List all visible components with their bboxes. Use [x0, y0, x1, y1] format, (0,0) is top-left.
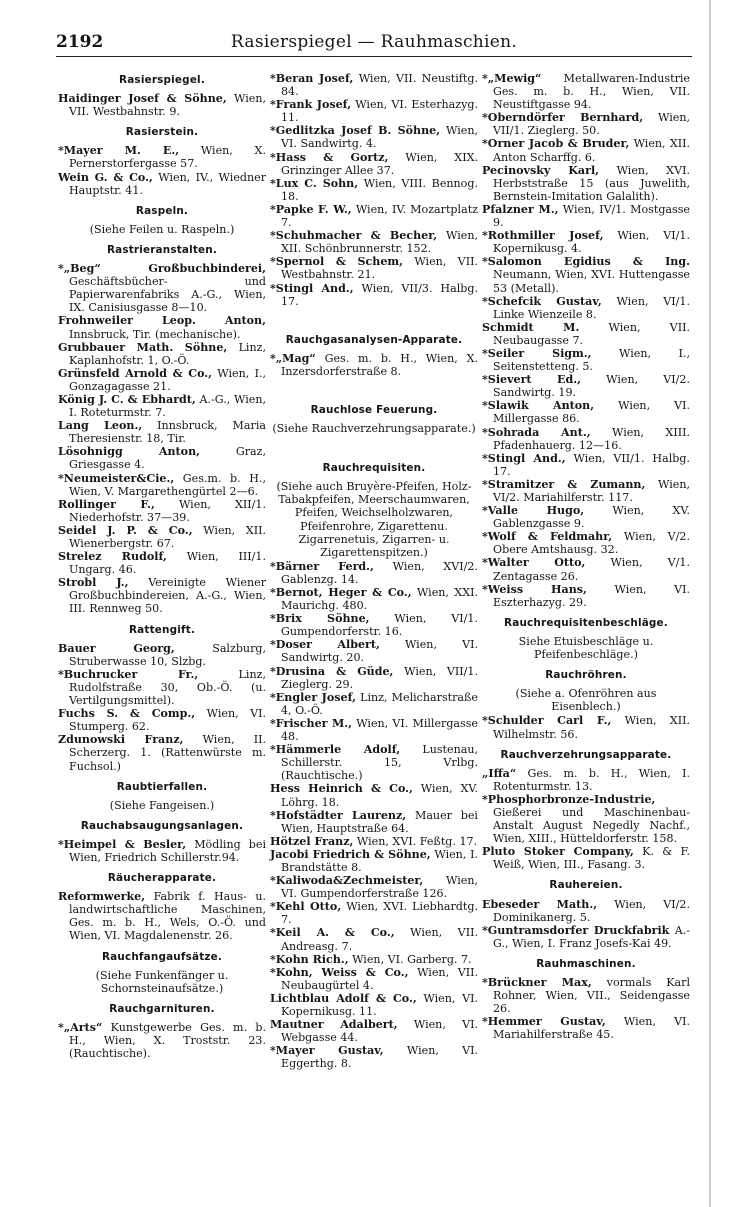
- entry-address: Wien, XII. Wienerbergstr. 67.: [69, 523, 266, 550]
- entry-address: Wien, XVI. Liebhardtg. 7.: [281, 900, 478, 927]
- entry-address: Wien, VI/1. Gumpendorferstr. 16.: [281, 612, 478, 639]
- column-right: [482, 72, 690, 1041]
- entry-company-name: *Stingl And.,: [482, 451, 566, 465]
- directory-entry: [270, 926, 478, 952]
- entry-address: Wien, VI. Stumperg. 62.: [69, 707, 266, 734]
- directory-entry: [270, 1018, 478, 1044]
- entry-company-name: *Hofstädter Laurenz,: [270, 808, 407, 822]
- directory-entry: [482, 556, 690, 582]
- entry-company-name: *Doser Albert,: [270, 638, 380, 652]
- entry-company-name: *Schulder Carl F.,: [482, 714, 612, 728]
- entry-address: Wien, XIII. Pfadenhauerg. 12—16.: [493, 425, 691, 452]
- directory-entry: [270, 255, 478, 281]
- entry-company-name: *Rothmiller Josef,: [482, 229, 604, 243]
- entry-company-name: *Neumeister&Cie.,: [58, 471, 175, 485]
- section-heading: Räucherapparate.: [107, 872, 217, 885]
- entry-address: A.-G., Wien, I. Roteturmstr. 7.: [69, 392, 266, 420]
- directory-entry: [58, 262, 266, 314]
- cross-reference-note: (Siehe Funkenfänger u. Schornsteinaufsätze.): [95, 968, 229, 995]
- entry-address: K. & F. Weiß, Wien, III., Fasang. 3.: [493, 845, 690, 872]
- directory-entry: [270, 809, 478, 835]
- directory-entry: [58, 1021, 266, 1060]
- entry-company-name: *Wolf & Feldmahr,: [482, 530, 613, 544]
- entry-address: Wien, VII/1. Zieglerg. 50.: [493, 111, 690, 138]
- directory-entry: [58, 472, 266, 498]
- directory-entry: [482, 229, 690, 255]
- directory-entry: [270, 177, 478, 203]
- directory-entry: [482, 1015, 690, 1041]
- page-edge-line: [709, 0, 711, 1207]
- entry-address: Linz, Rudolfstraße 30, Ob.-Ö. (u. Vertilgungsmittel).: [69, 667, 266, 708]
- entry-company-name: *Sievert Ed.,: [482, 373, 581, 387]
- entry-company-name: *Frischer M.,: [270, 716, 353, 730]
- column-spacer: [270, 436, 478, 454]
- entry-address: Graz, Griesgasse 4.: [69, 445, 266, 472]
- entry-address: Wien, VII. Neubaugürtel 4.: [281, 965, 478, 992]
- entry-address: Wien, VI. Mariahilferstraße 45.: [493, 1015, 690, 1042]
- entry-address: Innsbruck, Tir. (mechanische).: [69, 327, 241, 341]
- entry-company-name: Ebeseder Math.,: [482, 897, 598, 911]
- entry-address: Wien, VI/1. Linke Wienzeile 8.: [493, 294, 690, 321]
- section-heading: Rastrieranstalten.: [106, 243, 218, 256]
- entry-company-name: *Gedlitzka Josef B. Söhne,: [270, 124, 441, 138]
- entry-company-name: Schmidt M.: [482, 320, 580, 334]
- entry-address: Wien, VII/3. Halbg. 17.: [281, 281, 478, 308]
- directory-entry: [482, 530, 690, 556]
- entry-address: Salzburg, Struberwasse 10, Slzbg.: [69, 641, 267, 668]
- entry-company-name: Pecinovsky Karl,: [482, 163, 600, 177]
- directory-entry: [270, 612, 478, 638]
- entry-company-name: *„Arts“: [58, 1020, 103, 1034]
- entry-address: Mödling bei Wien, Friedrich Schillerstr.94.: [69, 837, 267, 864]
- entry-company-name: *Oberndörfer Bernhard,: [482, 111, 644, 125]
- directory-entry: [58, 393, 266, 419]
- entry-address: Wien, VII. Neubaugasse 7.: [493, 320, 690, 347]
- entry-company-name: *Seiler Sigm.,: [482, 346, 592, 360]
- directory-entry: [270, 282, 478, 308]
- entry-company-name: Fuchs S. & Comp.,: [58, 707, 196, 721]
- entry-address: Wien, VII. Westbahnstr. 21.: [281, 255, 478, 282]
- entry-company-name: König J. C. & Ebhardt,: [58, 392, 196, 406]
- section-heading: Rauchabsaugungsanlagen.: [80, 819, 244, 832]
- directory-entry: [58, 890, 266, 942]
- section-heading: Rauchrequisiten.: [322, 462, 426, 475]
- page-number: 2192: [56, 32, 104, 52]
- entry-address: Wien, VI. Webgasse 44.: [281, 1018, 479, 1045]
- cross-reference-note: (Siehe Fangeisen.): [109, 798, 215, 812]
- entry-company-name: *Weiss Hans,: [482, 582, 587, 596]
- directory-entry: [58, 838, 266, 864]
- directory-entry: [482, 203, 690, 229]
- entry-address: Wien, VI/1. Kopernikusg. 4.: [493, 229, 690, 256]
- entry-company-name: Strobl J.,: [58, 576, 129, 590]
- entry-company-name: *Buchrucker Fr.,: [58, 667, 199, 681]
- cross-reference-note: Siehe Etuisbeschläge u. Pfeifenbeschläge.): [518, 634, 654, 662]
- entry-address: Wien, VI. Esterhazyg. 11.: [281, 98, 478, 125]
- entry-address: Wien, V/1. Zentagasse 26.: [493, 556, 690, 583]
- directory-entry: [482, 504, 690, 530]
- entry-address: Wien, VI. Eszterhazyg. 29.: [493, 582, 691, 609]
- entry-company-name: *Spernol & Schem,: [270, 255, 404, 269]
- cross-reference-note: (Siehe a. Ofenröhren aus Eisenblech.): [515, 687, 657, 714]
- cross-reference-note: (Siehe Feilen u. Raspeln.): [89, 222, 235, 236]
- section-heading: Rauchverzehrungsapparate.: [500, 748, 672, 761]
- entry-company-name: Hötzel Franz,: [270, 834, 354, 848]
- entry-company-name: Pluto Stoker Company,: [482, 845, 634, 859]
- entry-address: Wien, XII. Schönbrunnerstr. 152.: [281, 229, 478, 256]
- entry-address: Wien, I., Seitenstetteng. 5.: [493, 346, 690, 374]
- entry-address: A.-G., Wien, I. Franz Josefs-Kai 49.: [493, 923, 690, 950]
- directory-entry: [482, 137, 690, 163]
- directory-entry: [482, 452, 690, 478]
- section-heading: Rauhmaschinen.: [536, 957, 636, 970]
- entry-company-name: *Hass & Gortz,: [270, 150, 389, 164]
- entry-address: Wien, II. Scherzerg. 1. (Rattenwürste m. Fuchsol.): [69, 733, 266, 773]
- directory-entry: [270, 874, 478, 900]
- directory-entry: [270, 743, 478, 782]
- entry-company-name: *Stingl And.,: [270, 281, 354, 295]
- entry-company-name: Seidel J. P. & Co.,: [58, 523, 193, 537]
- entry-address: Lustenau, Schillerstr. 15, Vrlbg. (Rauchtische.): [281, 743, 479, 783]
- section-heading: Rasierstein.: [125, 126, 199, 139]
- directory-entry: [270, 560, 478, 586]
- entry-address: Wien, XII. Anton Scharffg. 6.: [493, 137, 691, 164]
- directory-entry: [270, 98, 478, 124]
- section-heading: Rauhereien.: [549, 879, 623, 892]
- entry-company-name: *Stramitzer & Zumann,: [482, 477, 646, 491]
- directory-entry: [58, 419, 266, 445]
- entry-company-name: *Schuhmacher & Becher,: [270, 229, 438, 243]
- entry-company-name: Pfalzner M.,: [482, 202, 559, 216]
- entry-company-name: Lichtblau Adolf & Co.,: [270, 991, 417, 1005]
- directory-entry: [270, 782, 478, 808]
- cross-reference-note: (Siehe auch Bruyère-Pfeifen, Holz-Tabakpfeifen, Meerschaumwaren, Pfeifen, Weichselholzwaren, Pfeifenrohre, Zigarettenu. Zigarrenetuis, Zigarren- u. Zigarettenspitzen.): [276, 480, 472, 559]
- header-rule: [56, 56, 692, 57]
- directory-entry: [58, 498, 266, 524]
- entry-address: Kunstgewerbe Ges. m. b. H., Wien, X. Troststr. 23. (Rauchtische).: [69, 1020, 266, 1061]
- directory-entry: [482, 321, 690, 347]
- entry-company-name: *Phosphorbronze-Industrie,: [482, 792, 656, 806]
- column-spacer: [270, 308, 478, 326]
- section-heading: Rauchgasanalysen-Apparate.: [285, 333, 463, 346]
- directory-entry: [270, 229, 478, 255]
- directory-entry: [58, 144, 266, 170]
- directory-entry: [482, 295, 690, 321]
- entry-company-name: Haidinger Josef & Söhne,: [58, 92, 227, 106]
- entry-address: Neumann, Wien, XVI. Huttengasse 53 (Metall).: [493, 268, 690, 295]
- directory-entry: [270, 717, 478, 743]
- entry-address: Fabrik f. Haus- u. landwirtschaftliche Maschinen, Ges. m. b. H., Wels, O.-Ö. und Wien, VI. Magdalenenstr. 26.: [69, 890, 266, 943]
- entry-address: Wien, VII/1. Zieglerg. 29.: [281, 664, 478, 691]
- entry-company-name: *„Mag“: [270, 351, 316, 365]
- directory-entry: [58, 733, 266, 772]
- entry-address: Wien, XII. Wilhelmstr. 56.: [493, 714, 690, 741]
- directory-entry: [482, 72, 690, 111]
- section-heading: Raspeln.: [135, 204, 189, 217]
- entry-company-name: *Heimpel & Besler,: [58, 837, 187, 851]
- entry-company-name: *Engler Josef,: [270, 690, 356, 704]
- entry-company-name: *Hämmerle Adolf,: [270, 743, 401, 757]
- entry-address: Wien, IV/1. Mostgasse 9.: [493, 202, 690, 230]
- directory-entry: [482, 373, 690, 399]
- entry-address: Wien, XVI. Feßtg. 17.: [353, 834, 478, 848]
- directory-entry: [270, 835, 478, 848]
- entry-company-name: *Kaliwoda&Zechmeister,: [270, 874, 424, 888]
- directory-entry: [270, 124, 478, 150]
- entry-address: vormals Karl Rohner, Wien, VII., Seidengasse 26.: [493, 976, 690, 1016]
- entry-address: Wien, VI. Eggerthg. 8.: [281, 1044, 479, 1071]
- directory-entry: [482, 347, 690, 373]
- entry-address: Ges.m. b. H., Wien, V. Margarethengürtel 2—6.: [69, 471, 266, 498]
- entry-company-name: Mautner Adalbert,: [270, 1018, 398, 1032]
- entry-company-name: *Guntramsdorfer Druckfabrik: [482, 923, 670, 937]
- section-heading: Rauchrequisitenbeschläge.: [504, 616, 668, 629]
- directory-entry: [270, 665, 478, 691]
- entry-address: Wien, VII. Westbahnstr. 9.: [69, 92, 266, 119]
- directory-entry: [270, 953, 478, 966]
- entry-address: Wien, VI. Gumpendorferstraße 126.: [281, 874, 478, 901]
- entry-address: Wien, VI. Kopernikusg. 11.: [281, 991, 479, 1018]
- entry-address: Wien, XV. Gablenzgasse 9.: [493, 504, 690, 531]
- section-heading: Rauchgarnituren.: [109, 1002, 215, 1015]
- entry-company-name: *Mayer Gustav,: [270, 1044, 384, 1058]
- directory-entry: [270, 992, 478, 1018]
- directory-entry: [58, 171, 266, 197]
- entry-address: Mauer bei Wien, Hauptstraße 64.: [281, 808, 478, 835]
- entry-company-name: Bauer Georg,: [58, 641, 175, 655]
- entry-company-name: *Walter Otto,: [482, 556, 586, 570]
- entry-company-name: *Orner Jacob & Bruder,: [482, 137, 630, 151]
- directory-entry: [270, 966, 478, 992]
- entry-company-name: Frohnweiler Leop. Anton,: [58, 314, 266, 328]
- directory-entry: [270, 151, 478, 177]
- entry-company-name: Lösohnigg Anton,: [58, 445, 200, 459]
- entry-company-name: *Brix Söhne,: [270, 612, 370, 626]
- entry-company-name: *Kohn Rich.,: [270, 952, 349, 966]
- column-spacer: [270, 378, 478, 396]
- entry-address: Wien, I. Brandstätte 8.: [281, 847, 478, 874]
- directory-entry: [482, 845, 690, 871]
- directory-entry: [58, 341, 266, 367]
- directory-entry: [58, 642, 266, 668]
- entry-address: Wien, VII. Neustiftg. 84.: [281, 72, 478, 99]
- entry-company-name: Strelez Rudolf,: [58, 550, 167, 564]
- entry-company-name: *Drusina & Güde,: [270, 664, 394, 678]
- entry-company-name: Jacobi Friedrich & Söhne,: [270, 847, 431, 861]
- entry-company-name: *Frank Josef,: [270, 98, 352, 112]
- directory-entry: [482, 426, 690, 452]
- entry-company-name: *Schefcik Gustav,: [482, 294, 602, 308]
- directory-entry: [482, 583, 690, 609]
- entry-company-name: *Bärner Ferd.,: [270, 559, 374, 573]
- entry-address: Wien, V/2. Obere Amtshausg. 32.: [493, 530, 690, 557]
- entry-address: Gießerei und Maschinenbau-Anstalt August Negedly Nachf., Wien, XIII., Hütteldorferstr. 158.: [493, 805, 690, 846]
- entry-company-name: Rollinger F.,: [58, 497, 155, 511]
- entry-address: Wien, VIII. Bennog. 18.: [281, 176, 478, 203]
- directory-entry: [58, 367, 266, 393]
- column-middle: [270, 72, 478, 1070]
- entry-address: Wien, X. Pernerstorfergasse 57.: [69, 144, 266, 171]
- directory-entry: [270, 900, 478, 926]
- entry-address: Innsbruck, Maria Theresienstr. 18, Tir.: [69, 419, 266, 446]
- entry-company-name: Hess Heinrich & Co.,: [270, 782, 413, 796]
- entry-company-name: *Brückner Max,: [482, 976, 592, 989]
- directory-entry: [482, 924, 690, 950]
- section-heading: Rasierspiegel.: [119, 74, 205, 86]
- column-left: [58, 72, 266, 1060]
- entry-address: Wien, VI. Millergasse 48.: [281, 716, 478, 744]
- entry-address: Wien, VI. Garberg. 7.: [348, 952, 472, 966]
- section-heading: Rauchfangaufsätze.: [101, 950, 223, 963]
- section-heading: Rattengift.: [128, 623, 196, 636]
- directory-entry: [58, 576, 266, 615]
- entry-company-name: Grubbauer Math. Söhne,: [58, 340, 228, 354]
- entry-company-name: *Keil A. & Co.,: [270, 926, 395, 940]
- entry-address: Wien, VII/1. Halbg. 17.: [493, 451, 690, 478]
- entry-address: Wien, VI/2. Dominikanerg. 5.: [493, 897, 691, 924]
- directory-entry: [58, 92, 266, 118]
- entry-company-name: Grünsfeld Arnold & Co.,: [58, 366, 213, 380]
- entry-address: Wien, III/1. Ungarg. 46.: [69, 550, 266, 577]
- entry-address: Wien, VII. Andreasg. 7.: [281, 926, 478, 953]
- section-heading: Rauchröhren.: [545, 669, 627, 682]
- entry-company-name: Reformwerke,: [58, 890, 146, 904]
- entry-company-name: *„Beg“ Großbuchbinderei,: [58, 262, 266, 276]
- directory-entry: [270, 586, 478, 612]
- entry-company-name: *Slawik Anton,: [482, 399, 595, 413]
- entry-address: Wien, XII/1. Niederhofstr. 37—39.: [69, 497, 267, 524]
- entry-address: Vereinigte Wiener Großbuchbindereien, A.-G., Wien, III. Rennweg 50.: [69, 576, 267, 616]
- cross-reference-note: (Siehe Rauchverzehrungsapparate.): [272, 422, 476, 436]
- entry-company-name: *Salomon Egidius & Ing.: [482, 255, 690, 269]
- directory-entry: [58, 445, 266, 471]
- directory-entry: [58, 550, 266, 576]
- section-heading: Raubtierfallen.: [116, 780, 208, 793]
- entry-company-name: *Sohrada Ant.,: [482, 425, 591, 439]
- directory-entry: [58, 707, 266, 733]
- directory-entry: [270, 352, 478, 378]
- directory-entry: [482, 976, 690, 1015]
- directory-entry: [482, 111, 690, 137]
- entry-address: Wien, XVI/2. Gablenzg. 14.: [281, 559, 478, 586]
- directory-entry: [482, 478, 690, 504]
- entry-company-name: *Mayer M. E.,: [58, 144, 180, 158]
- entry-address: Wien, XV. Löhrg. 18.: [281, 782, 479, 809]
- directory-entry: [482, 714, 690, 740]
- entry-address: Linz, Kaplanhofstr. 1, O.-Ö.: [69, 340, 266, 367]
- directory-entry: [270, 72, 478, 98]
- entry-address: Wien, XIX. Grinzinger Allee 37.: [281, 150, 478, 177]
- entry-address: Wien, I., Gonzagagasse 21.: [69, 366, 267, 393]
- entry-company-name: Lang Leon.,: [58, 419, 143, 433]
- entry-address: Wien, VI. Sandwirtg. 4.: [281, 124, 478, 151]
- entry-company-name: „Iffa“: [482, 766, 517, 780]
- entry-address: Wien, IV. Mozartplatz 7.: [281, 202, 478, 230]
- entry-address: Wien, VI. Millergasse 86.: [493, 399, 691, 426]
- directory-entry: [270, 638, 478, 664]
- entry-company-name: *Bernot, Heger & Co.,: [270, 586, 412, 599]
- directory-entry: [270, 691, 478, 717]
- directory-entry: [270, 848, 478, 874]
- entry-address: Ges. m. b. H., Wien, X. Inzersdorferstraße 8.: [281, 351, 478, 378]
- directory-entry: [482, 793, 690, 845]
- entry-address: Wien, VI/2. Mariahilferstr. 117.: [493, 477, 690, 504]
- directory-entry: [58, 668, 266, 707]
- directory-entry: [270, 203, 478, 229]
- entry-address: Linz, Melicharstraße 4, O.-Ö.: [281, 690, 479, 717]
- entry-company-name: *Papke F. W.,: [270, 202, 352, 216]
- entry-company-name: *Valle Hugo,: [482, 504, 585, 518]
- directory-entry: [482, 898, 690, 924]
- entry-company-name: *Kohn, Weiss & Co.,: [270, 965, 409, 979]
- entry-address: Wien, VI/2. Sandwirtg. 19.: [493, 373, 690, 400]
- section-heading: Rauchlose Feuerung.: [310, 403, 438, 416]
- entry-company-name: *Beran Josef,: [270, 72, 354, 85]
- entry-address: Metallwaren-Industrie Ges. m. b. H., Wien, VII. Neustiftgasse 94.: [493, 72, 690, 112]
- entry-address: Wien, XXI. Maurichg. 480.: [281, 586, 479, 613]
- entry-company-name: *Kehl Otto,: [270, 900, 342, 914]
- entry-address: Geschäftsbücher- und Papierwarenfabriks A.-G., Wien, IX. Canisiusgasse 8—10.: [69, 275, 266, 315]
- page-header: [56, 30, 692, 54]
- directory-entry: [482, 767, 690, 793]
- entry-company-name: *„Mewig“: [482, 72, 542, 85]
- entry-company-name: *Hemmer Gustav,: [482, 1015, 606, 1029]
- directory-entry: [58, 524, 266, 550]
- page-title: Rasierspiegel — Rauhmaschien.: [230, 32, 518, 52]
- directory-entry: [482, 255, 690, 294]
- entry-address: Wien, XVI. Herbststraße 15 (aus Juwelith, Bernstein-Imitation Galalith).: [493, 163, 690, 203]
- entry-address: Ges. m. b. H., Wien, I. Rotenturmstr. 13.: [493, 766, 690, 793]
- entry-address: Wien, VI. Sandwirtg. 20.: [281, 638, 478, 665]
- entry-company-name: *Lux C. Sohn,: [270, 176, 359, 190]
- directory-entry: [482, 164, 690, 203]
- directory-entry: [58, 314, 266, 340]
- directory-entry: [482, 399, 690, 425]
- entry-address: Wien, IV., Wiedner Hauptstr. 41.: [69, 170, 266, 197]
- entry-company-name: Zdunowski Franz,: [58, 733, 184, 747]
- entry-company-name: Wein G. & Co.,: [58, 170, 153, 184]
- directory-entry: [270, 1044, 478, 1070]
